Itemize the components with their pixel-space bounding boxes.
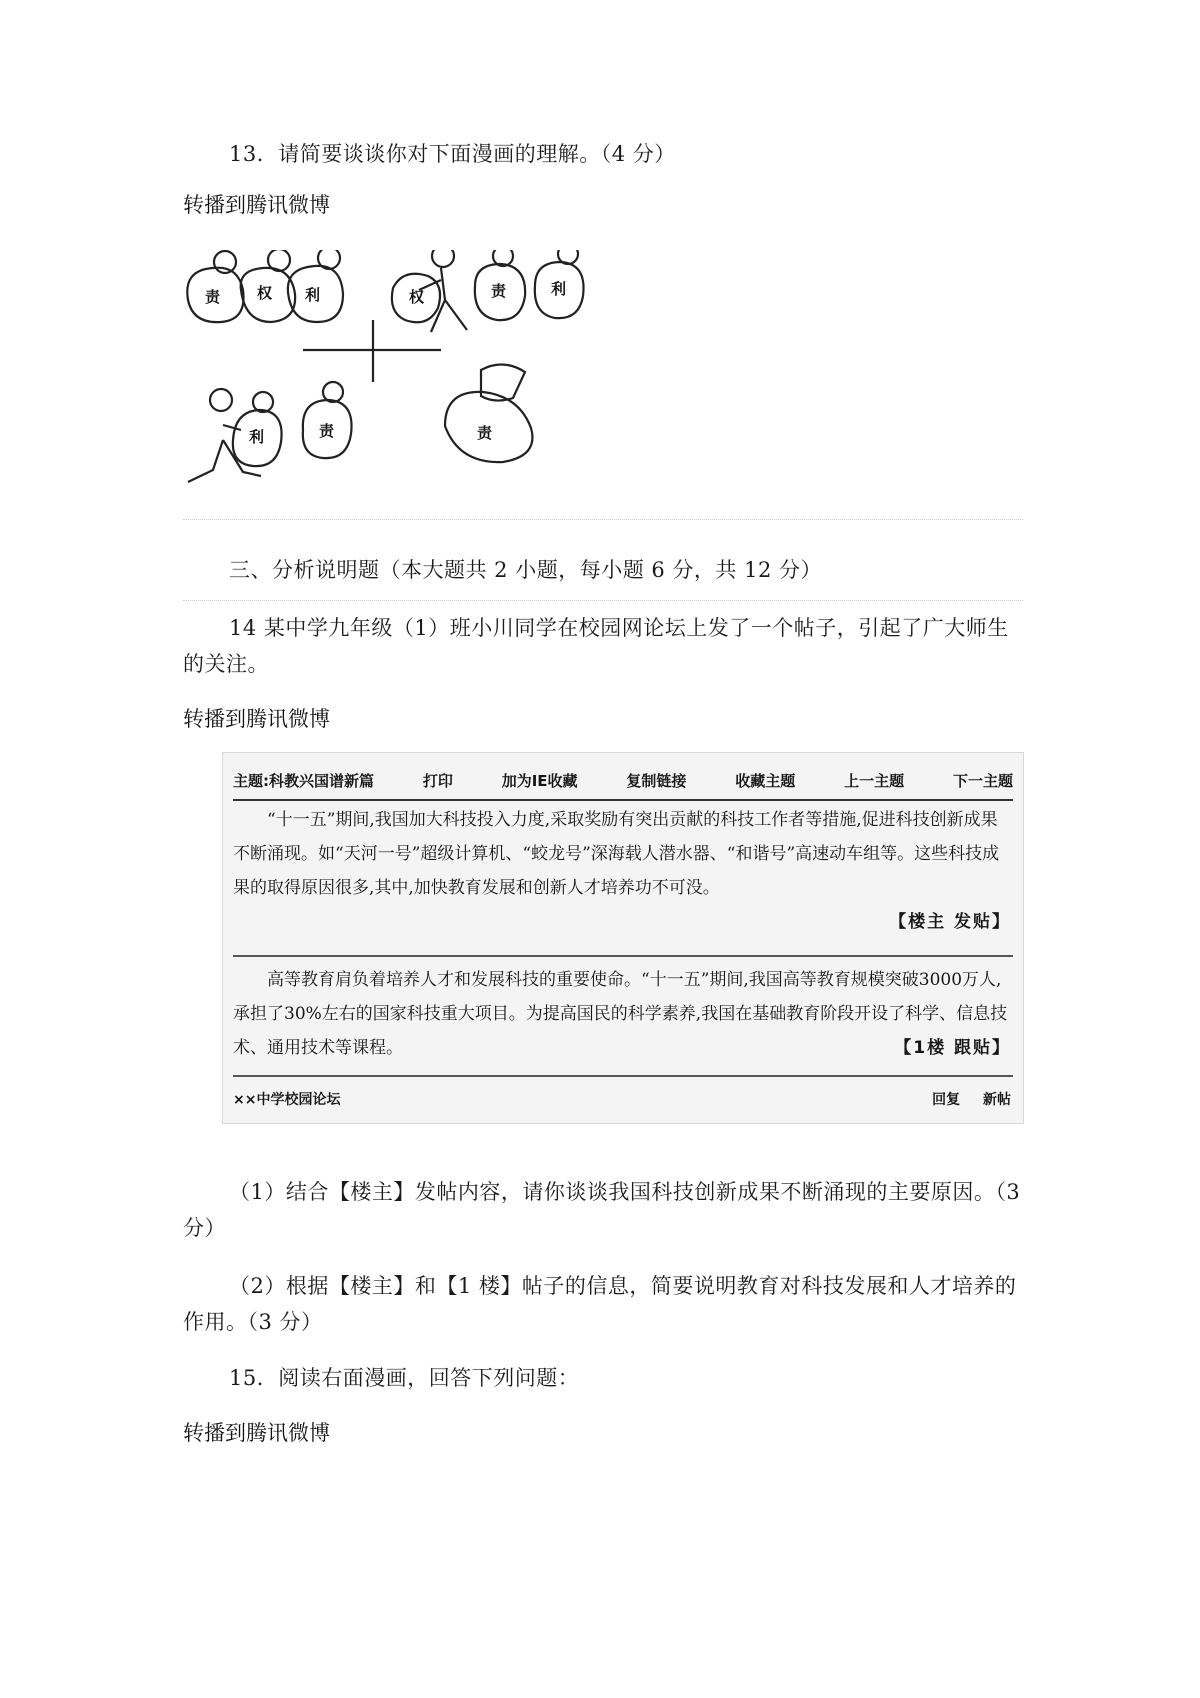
post-op-tag: 【楼主 发贴】	[889, 912, 1011, 932]
forum-add-favorite: 加为IE收藏	[501, 771, 578, 790]
question-14-part-2: （2）根据【楼主】和【1 楼】帖子的信息，简要说明教育对科技发展和人才培养的作用。（3 分）	[183, 1274, 1017, 1334]
forum-subject: 主题:科教兴国谱新篇	[233, 771, 374, 790]
person-head	[214, 251, 236, 273]
person-head	[432, 250, 454, 267]
person-head	[210, 389, 232, 411]
post-reply-text: 高等教育肩负着培养人才和发展科技的重要使命。“十一五”期间,我国高等教育规模突破3000万人,承担了30%左右的国家科技重大项目。为提高国民的科学素养,我国在基础教育阶段开设了科学、信息技术、通用技术等课程。	[233, 970, 1008, 1058]
dotted-divider	[183, 600, 1023, 601]
forum-copy-link: 复制链接	[626, 771, 687, 790]
forum-print: 打印	[422, 771, 453, 790]
forum-new-post: 新帖	[983, 1092, 1011, 1108]
label-ze-4: 责	[477, 424, 493, 442]
forum-prev-topic: 上一主题	[844, 771, 905, 790]
person-head	[318, 250, 340, 269]
share-link-3[interactable]: 转播到腾讯微博	[183, 1421, 330, 1445]
question-14-part-1: （1）结合【楼主】发帖内容，请你谈谈我国科技创新成果不断涌现的主要原因。（3 分）	[183, 1180, 1021, 1240]
label-ze-3: 责	[319, 422, 335, 440]
label-ze-2: 责	[491, 282, 507, 300]
section-3-heading: 三、分析说明题（本大题共 2 小题，每小题 6 分，共 12 分）	[229, 558, 822, 582]
label-li-3: 利	[249, 428, 265, 446]
label-quan-2: 权	[409, 288, 425, 306]
share-link-1[interactable]: 转播到腾讯微博	[183, 193, 330, 217]
person-head	[253, 392, 273, 412]
share-link-2[interactable]: 转播到腾讯微博	[183, 707, 330, 731]
post-op-text: “十一五”期间,我国加大科技投入力度,采取奖励有突出贡献的科技工作者等措施,促进科技创新成果不断涌现。如“天河一号”超级计算机、“蛟龙号”深海载人潜水器、“和谐号”高速动车组等。这些科技成果的取得原因很多,其中,加快教育发展和创新人才培养功不可没。	[233, 810, 1000, 898]
label-quan-1: 权	[257, 284, 273, 302]
person-head	[558, 250, 578, 264]
forum-name: ××中学校园论坛	[233, 1092, 341, 1108]
person-head	[323, 382, 343, 402]
forum-post-reply	[233, 963, 1011, 1065]
post-divider	[233, 955, 1013, 957]
post-divider	[233, 1075, 1013, 1077]
person-head	[268, 250, 290, 271]
responsibility-rights-cartoon	[183, 250, 653, 500]
forum-footer	[233, 1089, 1011, 1109]
question-14: 14 某中学九年级（1）班小川同学在校园网论坛上发了一个帖子，引起了广大师生的关注。	[183, 616, 1009, 676]
forum-save-topic: 收藏主题	[735, 771, 796, 790]
running-person	[419, 268, 467, 332]
forum-next-topic: 下一主题	[952, 771, 1013, 790]
forum-screenshot	[222, 752, 1024, 1124]
forum-toolbar	[233, 767, 1013, 801]
label-ze-1: 责	[205, 288, 221, 306]
person-head	[481, 364, 525, 400]
question-13: 13．请简要谈谈你对下面漫画的理解。（4 分）	[229, 142, 676, 166]
forum-post-op	[233, 803, 1011, 932]
label-li-2: 利	[551, 280, 567, 298]
dotted-divider	[183, 519, 1023, 520]
forum-reply: 回复	[932, 1092, 961, 1108]
label-li-1: 利	[305, 286, 321, 304]
question-15: 15．阅读右面漫画，回答下列问题：	[229, 1366, 580, 1390]
forum-actions	[914, 1089, 1011, 1109]
post-reply-tag: 【1楼 跟贴】	[894, 1038, 1011, 1058]
cross-divider	[303, 320, 441, 382]
